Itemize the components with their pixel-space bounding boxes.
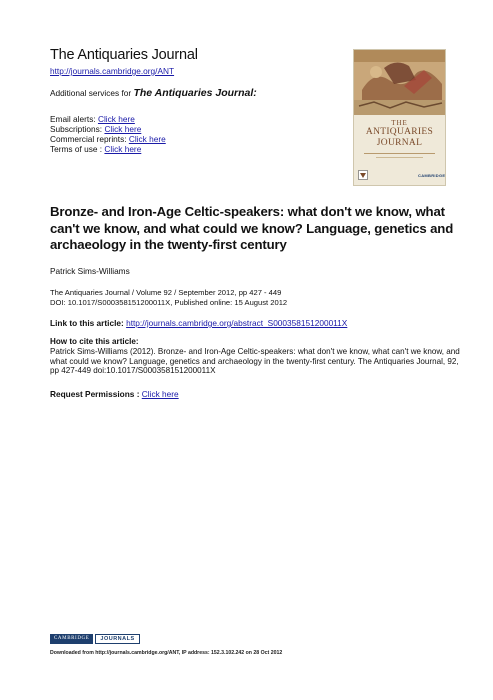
service-terms-of-use	[50, 144, 166, 154]
journal-url-link[interactable]: http://journals.cambridge.org/ANT	[50, 66, 175, 76]
citation-doi-line: DOI: 10.1017/S000358151200011X, Published online: 15 August 2012	[50, 297, 288, 307]
journals-logo: JOURNALS	[95, 634, 139, 644]
cover-title-line1: ANTIQUARIES	[365, 127, 434, 137]
request-permissions	[50, 389, 179, 399]
cambridge-logo: CAMBRIDGE	[50, 634, 93, 644]
request-permissions-link[interactable]: Click here	[141, 389, 179, 399]
citation-meta	[50, 288, 287, 307]
how-to-cite-heading: How to cite this article:	[50, 337, 139, 346]
subscriptions-link[interactable]: Click here	[104, 124, 142, 134]
service-commercial-reprints	[50, 134, 166, 144]
service-label: Commercial reprints:	[50, 134, 127, 144]
cover-publisher: CAMBRIDGE	[418, 173, 446, 178]
article-link-line	[50, 318, 347, 328]
services-intro: Additional services for	[50, 88, 132, 98]
service-label: Subscriptions:	[50, 124, 103, 134]
how-to-cite-text: Patrick Sims-Williams (2012). Bronze- and Iron-Age Celtic-speakers: what don't we know, what can't we know, and what could we know? Language, genetics and archaeology in the twenty-first century. The Antiquaries Journal, 92, pp 427-449 doi:10.1017/S000358151200011X	[50, 346, 460, 376]
service-label: Terms of use :	[50, 144, 103, 154]
citation-volume-line: The Antiquaries Journal / Volume 92 / September 2012, pp 427 - 449	[50, 288, 282, 297]
cambridge-journals-logo	[50, 634, 140, 644]
cover-title-the: THE	[391, 119, 408, 127]
article-title: Bronze- and Iron-Age Celtic-speakers: what don't we know, what can't we know, and what could we know? Language, genetics and archaeology in the twenty-first century	[50, 204, 454, 252]
services-list	[50, 114, 166, 154]
download-info: Downloaded from http://journals.cambridge.org/ANT, IP address: 152.3.102.242 on 28 Oct 2012	[50, 650, 283, 656]
request-permissions-label: Request Permissions :	[50, 389, 140, 399]
cambridge-crest-icon	[358, 170, 368, 180]
terms-of-use-link[interactable]: Click here	[104, 144, 142, 154]
article-url-link[interactable]: http://journals.cambridge.org/abstract_S000358151200011X	[126, 318, 348, 328]
cover-rule	[364, 153, 435, 154]
cover-artwork	[354, 50, 445, 115]
service-label: Email alerts:	[50, 114, 96, 124]
service-email-alerts	[50, 114, 166, 124]
cover-title-line2: JOURNAL	[376, 138, 423, 148]
article-author: Patrick Sims-Williams	[50, 266, 130, 276]
cover-rule-small	[376, 157, 423, 158]
link-label: Link to this article:	[50, 318, 124, 328]
service-subscriptions	[50, 124, 166, 134]
email-alerts-link[interactable]: Click here	[97, 114, 135, 124]
how-to-cite	[50, 337, 460, 376]
journal-cover-image	[353, 49, 446, 186]
commercial-reprints-link[interactable]: Click here	[128, 134, 166, 144]
additional-services	[50, 87, 257, 99]
journal-title: The Antiquaries Journal	[50, 47, 198, 63]
services-journal-name: The Antiquaries Journal:	[133, 87, 257, 99]
